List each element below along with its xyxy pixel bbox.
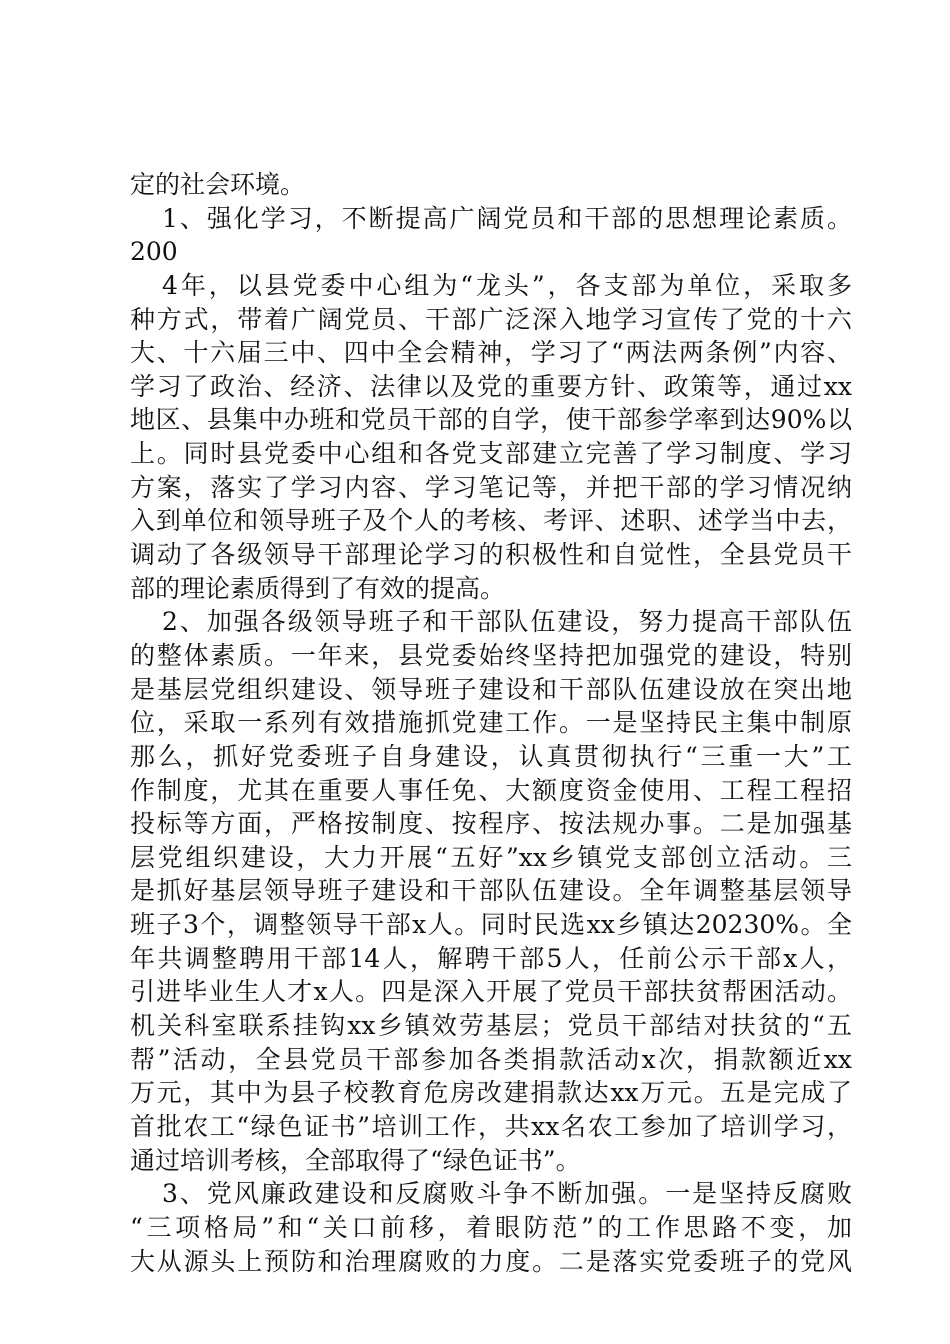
text-line: 方案，落实了学习内容、学习笔记等，并把干部的学习情况纳 [130,472,852,502]
text-line: 大、十六届三中、四中全会精神，学习了“两法两条例”内容、 [130,338,852,368]
text-line: 年共调整聘用干部14人，解聘干部5人，任前公示干部x人， [130,943,852,973]
text-line: 1、强化学习，不断提高广阔党员和干部的思想理论素质。 [162,203,852,233]
text-line: 4年，以县党委中心组为“龙头”，各支部为单位，采取多 [162,270,852,300]
text-line: 投标等方面，严格按制度、按程序、按法规办事。二是加强基 [130,809,852,839]
text-line: 的整体素质。一年来，县党委始终坚持把加强党的建设，特别 [130,640,852,670]
text-line: 通过培训考核，全部取得了“绿色证书”。 [130,1145,581,1175]
text-line: 机关科室联系挂钩xx乡镇效劳基层；党员干部结对扶贫的“五 [130,1011,852,1041]
text-line: “三项格局”和“关口前移，着眼防范”的工作思路不变，加 [130,1212,852,1242]
text-line: 是基层党组织建设、领导班子建设和干部队伍建设放在突出地 [130,674,852,704]
text-line: 首批农工“绿色证书”培训工作，共xx名农工参加了培训学习， [130,1111,852,1141]
text-line: 那么，抓好党委班子自身建设，认真贯彻执行“三重一大”工 [130,741,852,771]
text-line: 200 [130,237,178,267]
text-line: 2、加强各级领导班子和干部队伍建设，努力提高干部队伍 [162,607,852,637]
text-line: 部的理论素质得到了有效的提高。 [130,573,506,603]
text-line: 引进毕业生人才x人。四是深入开展了党员干部扶贫帮困活动。 [130,977,852,1007]
text-line: 3、党风廉政建设和反腐败斗争不断加强。一是坚持反腐败 [162,1179,852,1209]
text-line: 入到单位和领导班子及个人的考核、考评、述职、述学当中去， [130,506,852,536]
text-line: 学习了政治、经济、法律以及党的重要方针、政策等，通过xx [130,371,852,401]
text-line: 帮”活动，全县党员干部参加各类捐款活动x次，捐款额近xx [130,1044,852,1074]
text-line: 班子3个，调整领导干部x人。同时民选xx乡镇达20230%。全 [130,910,852,940]
text-line: 作制度，尤其在重要人事任免、大额度资金使用、工程工程招 [130,775,852,805]
text-line: 上。同时县党委中心组和各党支部建立完善了学习制度、学习 [130,439,852,469]
text-line: 地区、县集中办班和党员干部的自学，使干部参学率到达90%以 [130,405,852,435]
document-body [130,168,852,1278]
text-line: 调动了各级领导干部理论学习的积极性和自觉性，全县党员干 [130,540,852,570]
text-line: 层党组织建设，大力开展“五好”xx乡镇党支部创立活动。三 [130,842,852,872]
text-line: 大从源头上预防和治理腐败的力度。二是落实党委班子的党风 [130,1246,852,1276]
text-line: 是抓好基层领导班子建设和干部队伍建设。全年调整基层领导 [130,876,852,906]
text-line: 万元，其中为县子校教育危房改建捐款达xx万元。五是完成了 [130,1078,852,1108]
text-line: 种方式，带着广阔党员、干部广泛深入地学习宣传了党的十六 [130,304,852,334]
text-line: 位，采取一系列有效措施抓党建工作。一是坚持民主集中制原 [130,708,852,738]
text-line: 定的社会环境。 [130,170,306,199]
